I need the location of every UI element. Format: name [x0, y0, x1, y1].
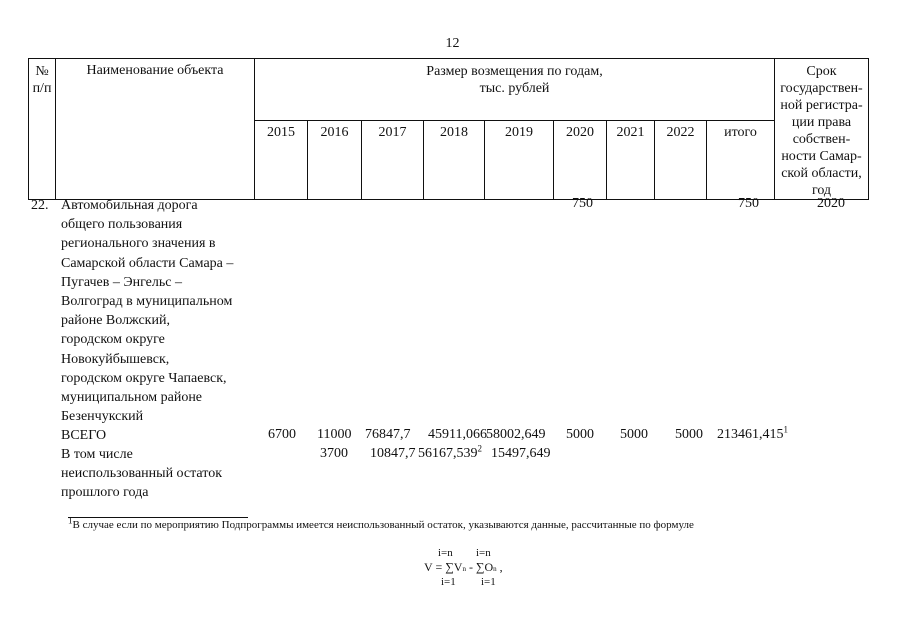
row-number: 22. [31, 198, 49, 213]
total-2015: 6700 [268, 427, 296, 442]
formula-body: V = ∑Vn - ∑On , [424, 560, 503, 574]
year-2018: 2018 [424, 121, 485, 200]
row22-term: 2020 [817, 196, 845, 211]
compensation-table [28, 58, 869, 200]
total-label: ВСЕГО [61, 428, 107, 443]
formula-top-2: i=n [476, 547, 491, 559]
total-sum: 213461,415$^1$ [717, 424, 788, 442]
total-2022: 5000 [675, 427, 703, 442]
footnote-divider [68, 517, 248, 518]
year-2020: 2020 [554, 121, 607, 200]
year-2021: 2021 [607, 121, 655, 200]
total-2020: 5000 [566, 427, 594, 442]
year-2017: 2017 [362, 121, 424, 200]
incl-2017: 10847,7 [370, 446, 416, 461]
header-term: Срок государствен- ной регистра- ции права собствен- ности Самар- ской области, год [775, 59, 869, 200]
incl-2016: 3700 [320, 446, 348, 461]
header-name: Наименование объекта [56, 59, 255, 200]
formula-bottom-2: i=1 [481, 576, 496, 588]
total-2021: 5000 [620, 427, 648, 442]
total-2019: 58002,649 [486, 427, 546, 442]
total-2016: 11000 [317, 427, 352, 442]
year-total: итого [707, 121, 775, 200]
total-2017: 76847,7 [365, 427, 411, 442]
page-number: 12 [445, 36, 460, 51]
header-size: Размер возмещения по годам, тыс. рублей [255, 59, 775, 121]
row22-total: 750 [738, 196, 759, 211]
year-2022: 2022 [655, 121, 707, 200]
year-2016: 2016 [308, 121, 362, 200]
header-num: № п/п [29, 59, 56, 200]
incl-2019: 15497,649 [491, 446, 551, 461]
year-2019: 2019 [485, 121, 554, 200]
object-name: Автомобильная дорога общего пользования регионального значения в Самарской области Самара – Пугачев – Энгельс – Волгоград в муниципальном районе Волжский, городском округе Новокуйбышевск, городском округе Чапаевск, муниципальном районе Безенчукский [61, 198, 234, 425]
formula-top-1: i=n [438, 547, 453, 559]
incl-2018: 56167,539$^2$ [418, 443, 482, 461]
row22-2020: 750 [572, 196, 593, 211]
year-2015: 2015 [255, 121, 308, 200]
total-2018: 45911,066 [428, 427, 487, 442]
formula-bottom-1: i=1 [441, 576, 456, 588]
footnote: $^1$В случае если по мероприятию Подпрограммы имеется неиспользованный остаток, указываются данные, рассчитанные по формуле [68, 515, 694, 531]
incl-label: В том числе неиспользованный остаток прошлого года [61, 447, 222, 501]
